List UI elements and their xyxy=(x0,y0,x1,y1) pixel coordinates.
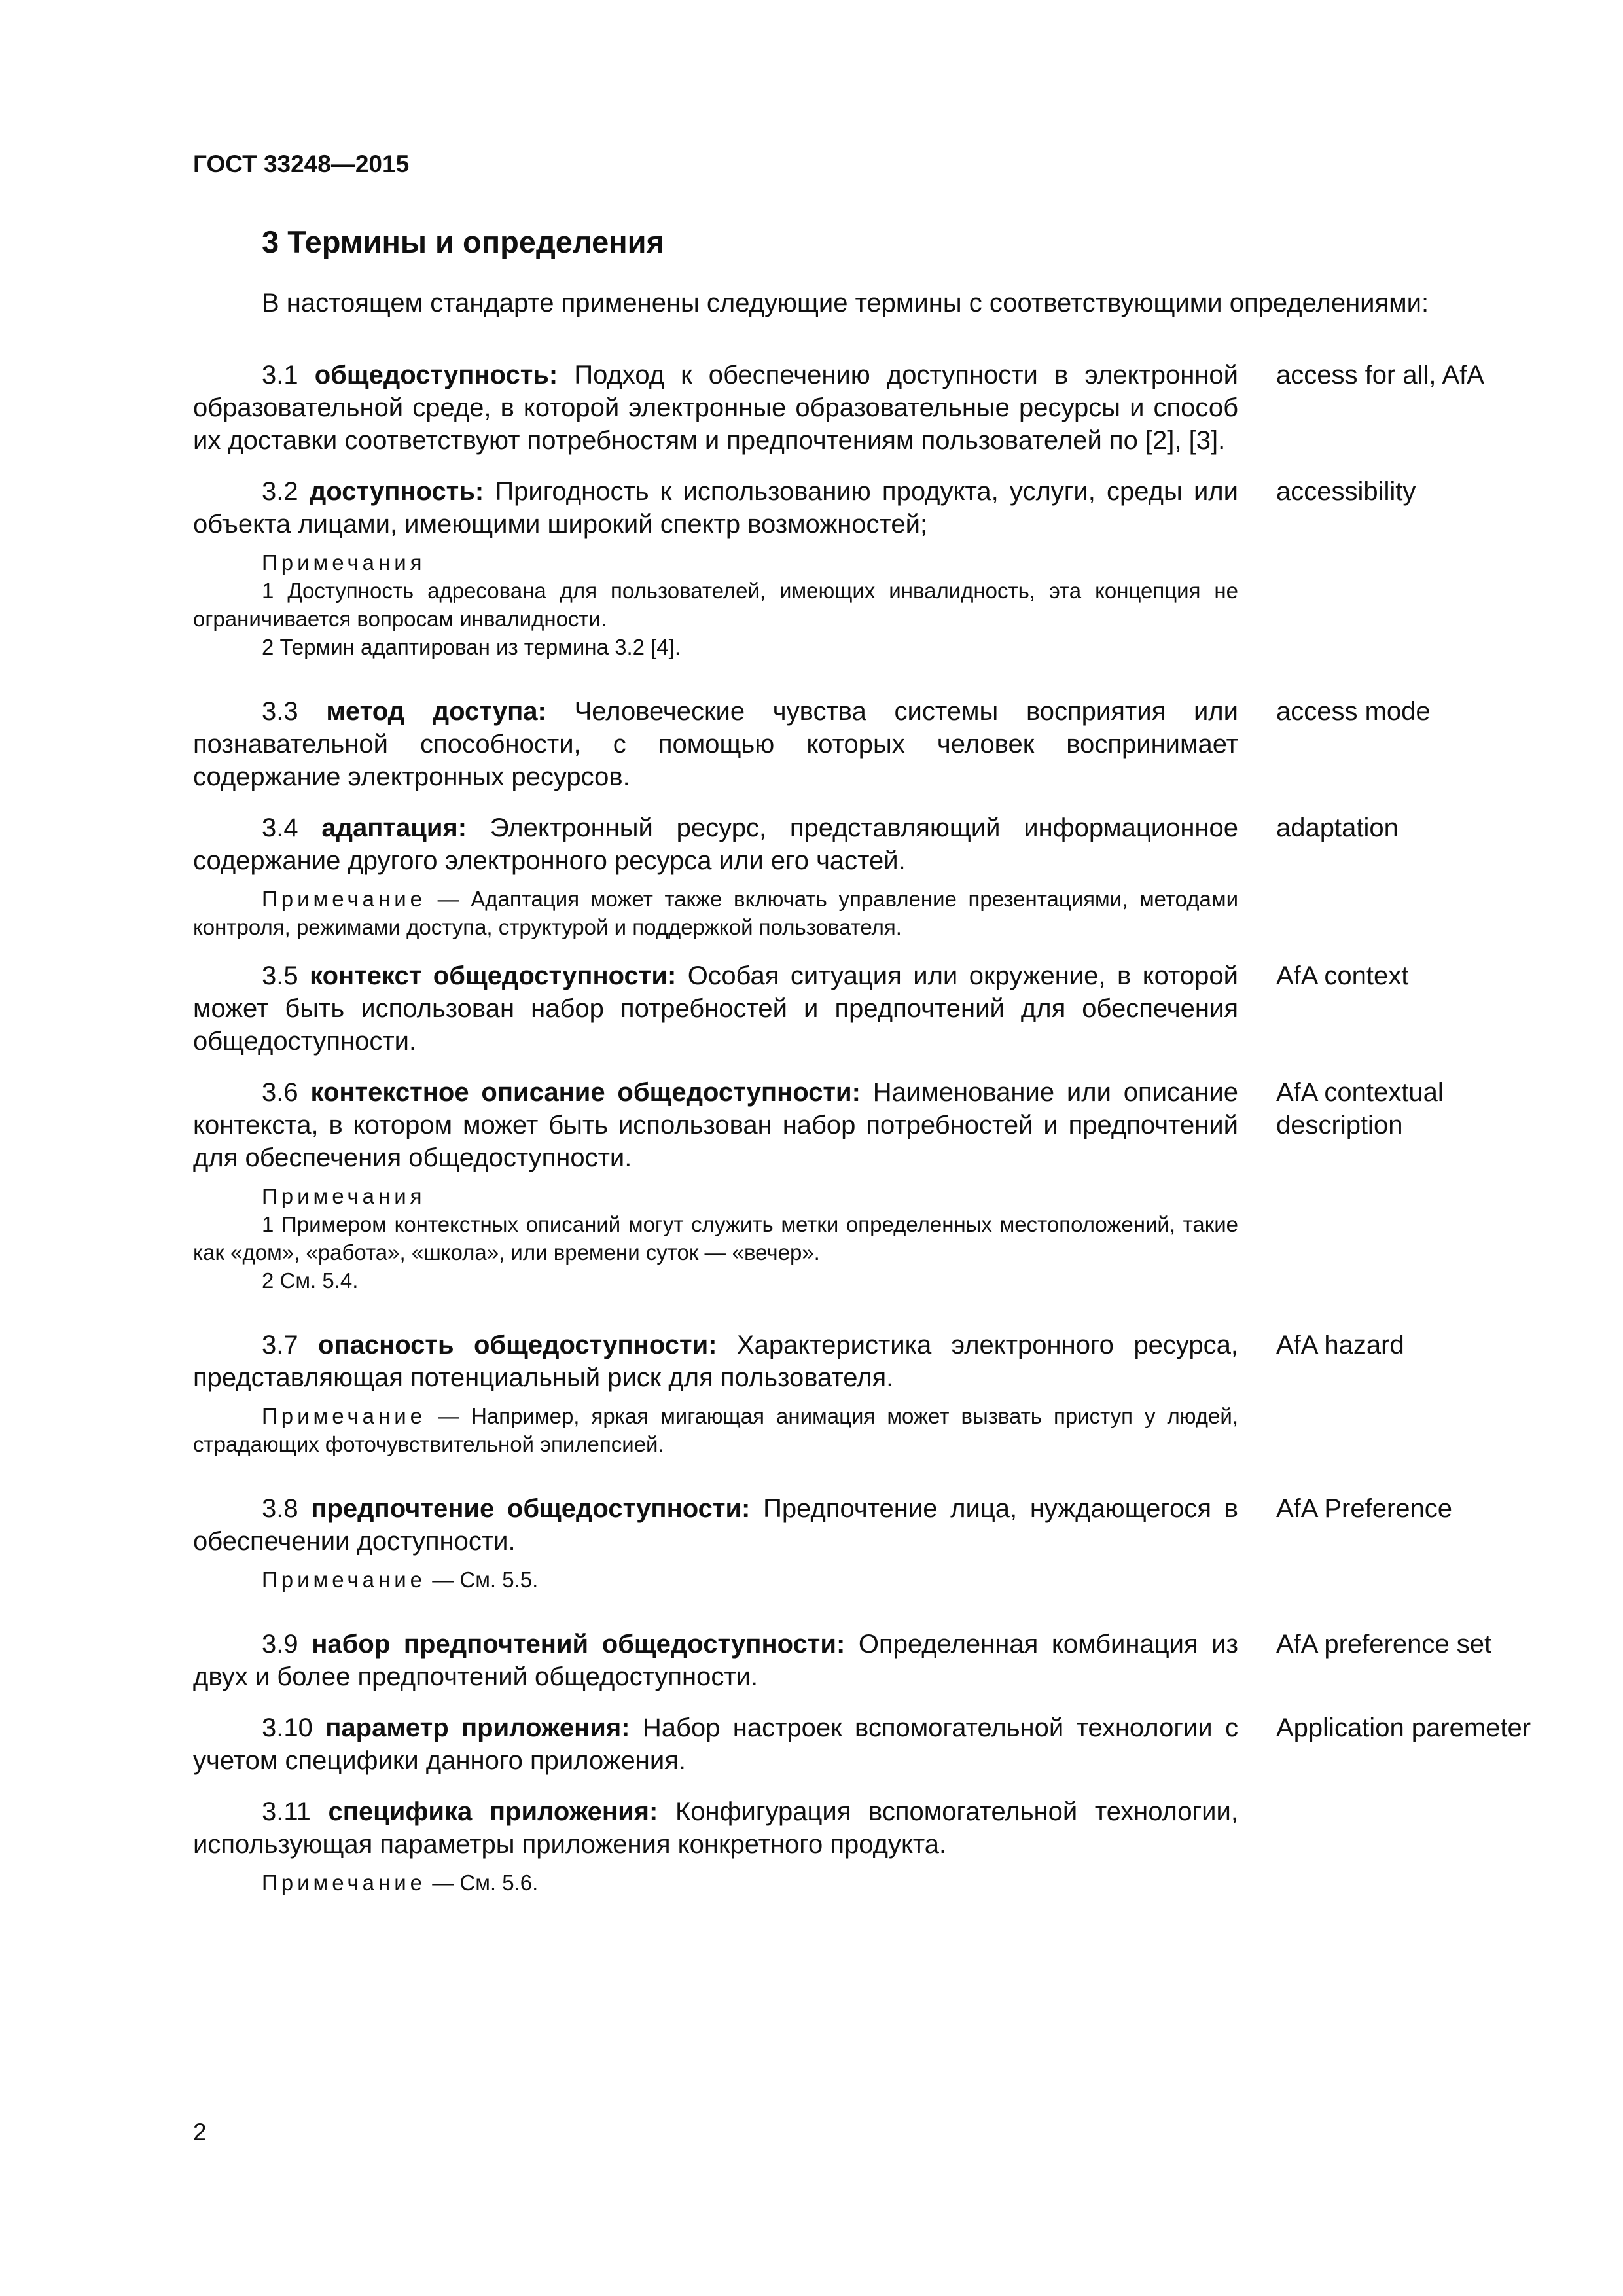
term-body xyxy=(193,1712,1238,1777)
term-name: метод доступа: xyxy=(326,697,546,726)
section-title: 3 Термины и определения xyxy=(262,224,664,259)
term-number: 3.8 xyxy=(262,1494,298,1523)
term-name: общедоступность: xyxy=(314,361,558,389)
term-english: access mode xyxy=(1276,697,1431,726)
term-note xyxy=(193,1869,1238,1897)
term-english: accessibility xyxy=(1276,477,1416,506)
term-number: 3.1 xyxy=(262,361,298,389)
term-3-5 xyxy=(193,960,1535,1058)
term-name: доступность: xyxy=(309,477,484,506)
term-name: специфика приложения: xyxy=(328,1797,658,1826)
term-body xyxy=(193,1076,1238,1174)
term-body xyxy=(193,359,1238,457)
note-heading: Примечание xyxy=(262,1568,427,1592)
page-number: 2 xyxy=(193,2119,207,2145)
term-3-10 xyxy=(193,1712,1535,1777)
term-name: опасность общедоступности: xyxy=(318,1331,717,1359)
term-3-11 xyxy=(193,1795,1535,1897)
term-number: 3.11 xyxy=(262,1797,311,1826)
term-number: 3.2 xyxy=(262,477,298,506)
section-intro: В настоящем стандарте применены следующие термины с соответствующими определениями: xyxy=(262,289,1429,317)
term-definition: Пригодность к использованию продукта, услуги, среды или объекта лицами, имеющими широкий спектр возможностей; xyxy=(193,477,1238,539)
term-number: 3.10 xyxy=(262,1713,313,1742)
note-text: — См. 5.6. xyxy=(432,1871,539,1895)
term-number: 3.4 xyxy=(262,814,298,842)
term-body xyxy=(193,1329,1238,1394)
note-heading: Примечание xyxy=(262,1404,427,1428)
term-definition: Определенная комбинация из двух и более предпочтений общедоступности. xyxy=(193,1630,1238,1691)
term-english: Application paremeter xyxy=(1276,1713,1531,1742)
document-header: ГОСТ 33248—2015 xyxy=(193,151,410,177)
term-english: AfA preference set xyxy=(1276,1630,1492,1659)
term-definition: Предпочтение лица, нуждающегося в обеспечении доступности. xyxy=(193,1494,1238,1556)
term-3-3 xyxy=(193,695,1535,793)
term-name: контекстное описание общедоступности: xyxy=(310,1078,861,1107)
note-text: 2 См. 5.4. xyxy=(262,1268,359,1293)
term-name: предпочтение общедоступности: xyxy=(311,1494,751,1523)
term-number: 3.5 xyxy=(262,961,298,990)
term-number: 3.3 xyxy=(262,697,298,726)
note-heading: Примечание xyxy=(262,1871,427,1895)
term-english: AfA contextual description xyxy=(1276,1078,1444,1139)
note-text: — См. 5.5. xyxy=(432,1568,539,1592)
note-heading: Примечания xyxy=(262,550,426,575)
term-body xyxy=(193,695,1238,793)
term-definition: Конфигурация вспомогательной технологии, использующая параметры приложения конкретного продукта. xyxy=(193,1797,1238,1859)
term-body xyxy=(193,1795,1238,1861)
term-body xyxy=(193,960,1238,1058)
term-definition: Особая ситуация или окружение, в которой может быть использован набор потребностей и предпочтений для обеспечения общедоступности. xyxy=(193,961,1238,1056)
term-definition: Набор настроек вспомогательной технологии с учетом специфики данного приложения. xyxy=(193,1713,1238,1775)
term-number: 3.7 xyxy=(262,1331,298,1359)
term-english: AfA hazard xyxy=(1276,1331,1404,1359)
term-english: AfA context xyxy=(1276,961,1409,990)
terms-list xyxy=(193,359,1535,1897)
term-3-7 xyxy=(193,1329,1535,1458)
term-3-2 xyxy=(193,475,1535,661)
term-3-9 xyxy=(193,1628,1535,1693)
term-definition: Электронный ресурс, представляющий информационное содержание другого электронного ресурса или его частей. xyxy=(193,814,1238,875)
term-notes xyxy=(193,548,1238,661)
term-definition: Человеческие чувства системы восприятия или познавательной способности, с помощью которых человек воспринимает содержание электронных ресурсов. xyxy=(193,697,1238,791)
term-number: 3.9 xyxy=(262,1630,298,1659)
note-text: — Например, яркая мигающая анимация может вызвать приступ у людей, страдающих фоточувствительной эпилепсией. xyxy=(193,1404,1238,1456)
term-3-4 xyxy=(193,812,1535,941)
note-text: 1 Доступность адресована для пользователей, имеющих инвалидность, эта концепция не ограничивается вопросам инвалидности. xyxy=(193,579,1238,631)
term-name: параметр приложения: xyxy=(325,1713,630,1742)
term-note xyxy=(193,885,1238,941)
term-name: контекст общедоступности: xyxy=(310,961,677,990)
term-name: набор предпочтений общедоступности: xyxy=(312,1630,846,1659)
term-body xyxy=(193,475,1238,541)
term-notes xyxy=(193,1182,1238,1295)
term-3-8 xyxy=(193,1492,1535,1594)
note-text: 1 Примером контекстных описаний могут служить метки определенных местоположений, такие как «дом», «работа», «школа», или времени суток — «вечер». xyxy=(193,1212,1238,1265)
note-text: 2 Термин адаптирован из термина 3.2 [4]. xyxy=(262,635,681,659)
note-text: — Адаптация может также включать управление презентациями, методами контроля, режимами доступа, структурой и поддержкой пользователя. xyxy=(193,887,1238,939)
term-body xyxy=(193,1492,1238,1558)
term-number: 3.6 xyxy=(262,1078,298,1107)
term-definition: Характеристика электронного ресурса, представляющая потенциальный риск для пользователя. xyxy=(193,1331,1238,1392)
term-english: AfA Preference xyxy=(1276,1494,1453,1523)
term-body xyxy=(193,812,1238,877)
term-note xyxy=(193,1566,1238,1594)
term-definition: Подход к обеспечению доступности в электронной образовательной среде, в которой электронные образовательные ресурсы и способ их доставки соответствуют потребностям и предпочтениям пользователей по [2], [3]. xyxy=(193,361,1238,455)
term-english: adaptation xyxy=(1276,814,1399,842)
note-heading: Примечания xyxy=(262,1184,426,1208)
term-definition: Наименование или описание контекста, в котором может быть использован набор потребностей и предпочтений для обеспечения общедоступности. xyxy=(193,1078,1238,1172)
note-heading: Примечание xyxy=(262,887,427,911)
term-3-1 xyxy=(193,359,1535,457)
term-name: адаптация: xyxy=(321,814,467,842)
term-3-6 xyxy=(193,1076,1535,1295)
term-english: access for all, AfA xyxy=(1276,361,1484,389)
term-note xyxy=(193,1402,1238,1458)
term-body xyxy=(193,1628,1238,1693)
